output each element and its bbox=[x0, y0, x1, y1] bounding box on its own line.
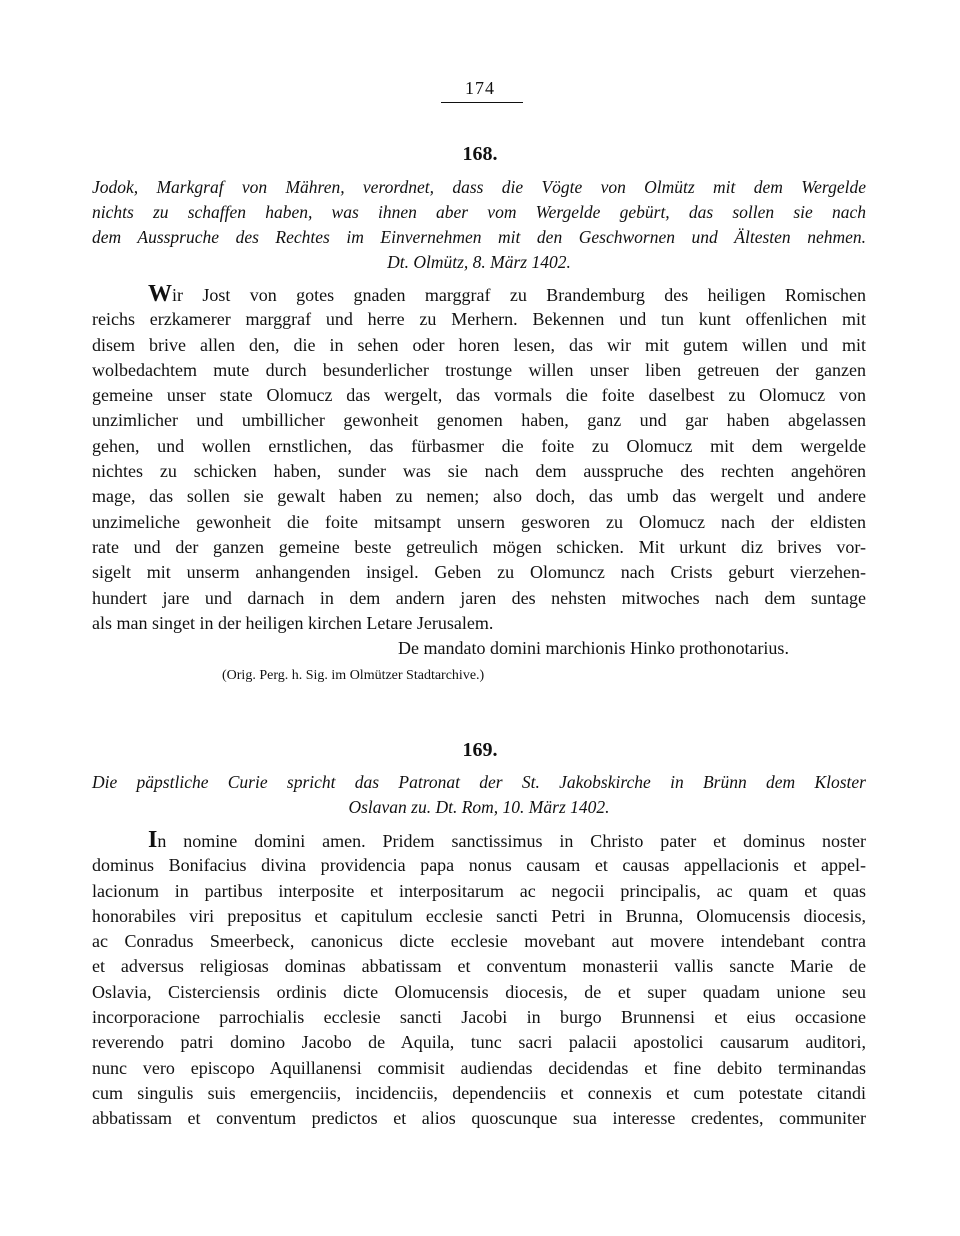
text-line: mage, das sollen sie gewalt haben zu nemen; also doch, das umb das wergelt und andere bbox=[92, 486, 866, 507]
text-line: reichs erzkamerer marggraf und herre zu Merhern. Bekennen und tun kunt offenlichen mit bbox=[92, 309, 866, 330]
document-169-text bbox=[92, 828, 866, 1132]
text-line: nunc vero episcopo Aquillanensi commisit audiendas decidendas et fine debito terminandas bbox=[92, 1057, 866, 1078]
text-line: dominus Bonifacius divina providencia papa nonus causam et causas appellacionis et appel- bbox=[92, 855, 866, 876]
text-line: nichtes zu schicken haben, sunder was sie nach dem ausspruche des rechten angehören bbox=[92, 461, 866, 482]
text-line: honorabiles viri prepositus et capitulum ecclesie sancti Petri in Brunna, Olomucensis diocesis, bbox=[92, 905, 866, 926]
document-168-text bbox=[92, 282, 866, 636]
text-line: gemeine unser state Olomucz das wergelt, das vormals die foite daselbest zu Olomucz von bbox=[92, 385, 866, 406]
document-168-number: 168. bbox=[462, 143, 498, 165]
text-line: rate und der ganzen gemeine beste getreulich mögen schicken. Mit urkunt diz brives vor- bbox=[92, 536, 866, 557]
text-line: gehen, und wollen ernstlichen, das fürbasmer die foite zu Olomucz mit dem wergelde bbox=[92, 435, 866, 456]
page-number: 174 bbox=[465, 78, 495, 98]
text-line: als man singet in der heiligen kirchen Letare Jerusalem. bbox=[92, 612, 494, 633]
regest-line: nichts zu schaffen haben, was ihnen aber vom Wergelde gebürt, das sollen sie nach bbox=[92, 202, 866, 222]
text-line: reverendo patri domino Jacobo de Aquila, tunc sacri palacii apostolici causarum auditori, bbox=[92, 1032, 866, 1053]
document-169-number: 169. bbox=[462, 739, 498, 761]
text-line: abbatissam et conventum predictos et alios quoscunque sua interesse credentes, communiter bbox=[92, 1108, 866, 1129]
document-168-regest bbox=[92, 175, 866, 275]
text-line: disem brive allen den, die in sehen oder horen lesen, das wir mit gutem willen und mit bbox=[92, 334, 866, 355]
page-number-rule bbox=[441, 102, 523, 103]
document-169-regest bbox=[92, 770, 866, 820]
regest-line: Die päpstliche Curie spricht das Patronat der St. Jakobskirche in Brünn dem Kloster bbox=[92, 772, 866, 792]
text-line: Oslavia, Cisterciensis ordinis dicte Olomucensis diocesis, de et super quadam unione seu bbox=[92, 981, 866, 1002]
document-168-source-note: (Orig. Perg. h. Sig. im Olmützer Stadtarchive.) bbox=[222, 668, 485, 683]
document-169-dateline: Oslavan zu. Dt. Rom, 10. März 1402. bbox=[348, 797, 610, 817]
text-line: ac Conradus Smeerbeck, canonicus dicte ecclesie movebant aut movere intendebant contra bbox=[92, 931, 866, 952]
text-line-first: In nomine domini amen. Pridem sanctissimus in Christo pater et dominus noster bbox=[148, 827, 866, 853]
initial-letter: I bbox=[148, 827, 158, 853]
text-line: et adversus religiosas dominas abbatissam et conventum monasterii vallis sancte Marie de bbox=[92, 956, 866, 977]
document-168-subscription: De mandato domini marchionis Hinko prothonotarius. bbox=[398, 638, 789, 658]
initial-letter: W bbox=[148, 281, 172, 307]
regest-line: dem Ausspruche des Rechtes im Einvernehmen mit den Geschwornen und Ältesten nehmen. bbox=[92, 227, 866, 247]
text-line: unzimlicher und umbillicher gewonheit genomen haben, ganz und gar haben abgelassen bbox=[92, 410, 866, 431]
text-line: sigelt mit unserm anhangenden insigel. Geben zu Olomuncz nach Crists geburt vierzehen- bbox=[92, 562, 866, 583]
document-168-dateline: Dt. Olmütz, 8. März 1402. bbox=[387, 252, 571, 272]
regest-line: Jodok, Markgraf von Mähren, verordnet, dass die Vögte von Olmütz mit dem Wergelde bbox=[92, 177, 866, 197]
text-line: cum singulis suis emergenciis, incidenciis, dependenciis et connexis et cum potestate citandi bbox=[92, 1082, 866, 1103]
text-line: lacionum in partibus interposite et interpositarum ac negocii principalis, ac quam et quas bbox=[92, 880, 866, 901]
text-line: unzimeliche gewonheit die foite mitsampt unsern gesworen zu Olomucz nach der eldisten bbox=[92, 511, 866, 532]
text-line: wolbedachtem mute durch besunderlicher trostunge willen unser liben getreuen der ganzen bbox=[92, 359, 866, 380]
text-line: incorporacione parrochialis ecclesie sancti Jacobi in burgo Brunnensi et eius occasione bbox=[92, 1007, 866, 1028]
text-line: hundert jare und darnach in dem andern jaren des nehsten mitwoches nach dem suntage bbox=[92, 587, 866, 608]
text-line-first: Wir Jost von gotes gnaden marggraf zu Brandemburg des heiligen Romischen bbox=[148, 281, 866, 307]
